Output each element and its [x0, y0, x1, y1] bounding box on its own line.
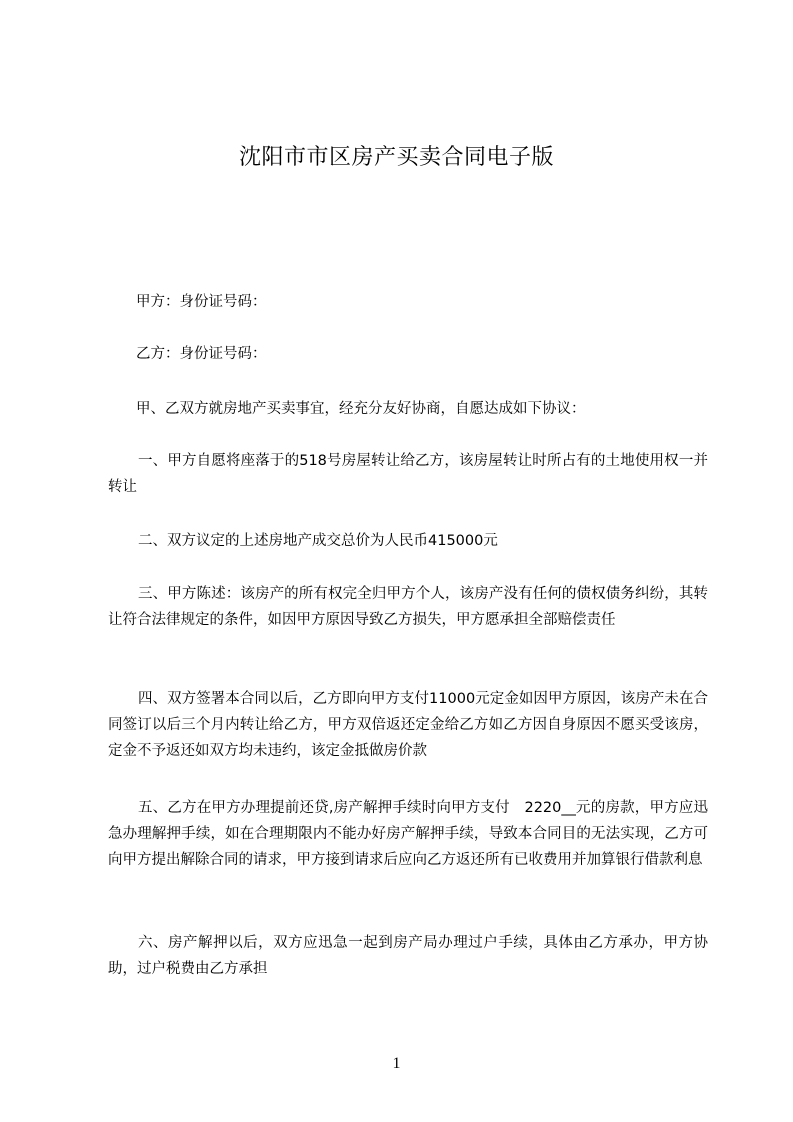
party-a-line: 甲方：身份证号码：	[136, 294, 267, 310]
clause-4: 四、双方签署本合同以后，乙方即向甲方支付11000元定金如因甲方原因，该房产未在合同签订以后三个月内转让给乙方，甲方双倍返还定金给乙方如乙方因自身原因不愿买受该房，定金不予返还如双方均未违约，该定金抵做房价款	[108, 691, 708, 759]
clause-1: 一、甲方自愿将座落于的518号房屋转让给乙方，该房屋转让时所占有的土地使用权一并转让	[108, 453, 708, 495]
clause-2: 二、双方议定的上述房地产成交总价为人民币415000元	[138, 533, 498, 549]
page-number: 1	[392, 1055, 401, 1072]
party-b-line: 乙方：身份证号码：	[136, 346, 267, 362]
clause-6: 六、房产解押以后，双方应迅急一起到房产局办理过户手续，具体由乙方承办，甲方协助，过户税费由乙方承担	[108, 935, 708, 977]
document-title: 沈阳市市区房产买卖合同电子版	[238, 145, 554, 170]
clause-3: 三、甲方陈述：该房产的所有权完全归甲方个人，该房产没有任何的债权债务纠纷，其转让符合法律规定的条件，如因甲方原因导致乙方损失，甲方愿承担全部赔偿责任	[108, 586, 708, 628]
intro-paragraph: 甲、乙双方就房地产买卖事宜，经充分友好协商，自愿达成如下协议：	[136, 401, 586, 417]
clause-5: 五、乙方在甲方办理提前还贷,房产解押手续时向甲方支付 2220__元的房款，甲方应迅急办理解押手续，如在合理期限内不能办好房产解押手续，导致本合同目的无法实现，乙方可向甲方提出解除合同的请求，甲方接到请求后应向乙方返还所有已收费用并加算银行借款利息	[108, 800, 708, 868]
